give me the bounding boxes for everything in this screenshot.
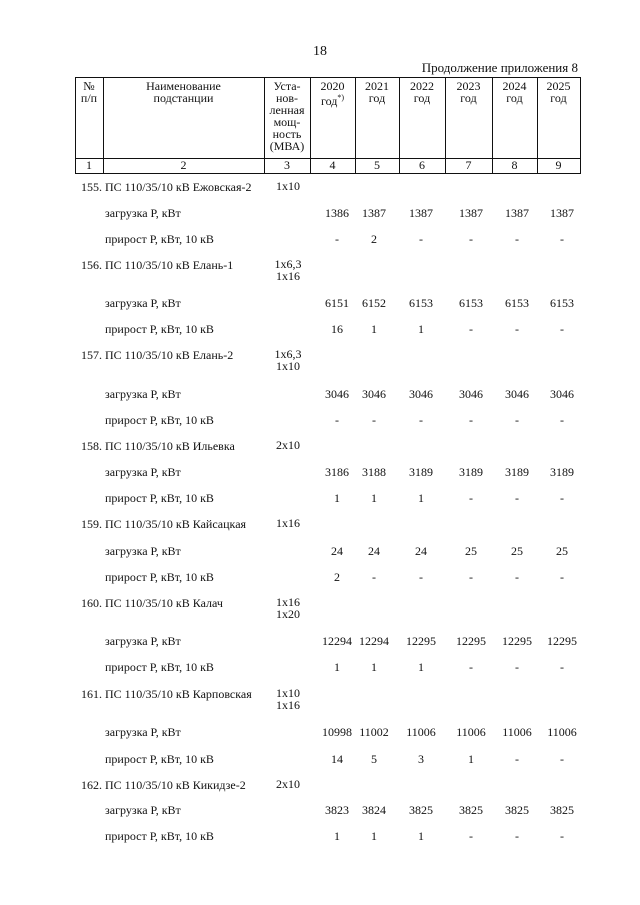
growth-value: 3	[418, 752, 424, 766]
load-label: загрузка Р, кВт	[105, 634, 181, 648]
load-row	[0, 634, 640, 648]
header-substation-name: Наименование подстанции	[146, 79, 221, 105]
load-label: загрузка Р, кВт	[105, 206, 181, 220]
growth-value: -	[560, 752, 564, 766]
header-no: № п/п	[80, 79, 98, 105]
load-row	[0, 387, 640, 401]
growth-value: 1	[418, 491, 424, 505]
growth-label: прирост Р, кВт, 10 кВ	[105, 829, 214, 843]
substation-name: ПС 110/35/10 кВ Кикидзе-2	[105, 778, 246, 792]
growth-value: 5	[371, 752, 377, 766]
growth-value: -	[469, 829, 473, 843]
growth-value: 1	[371, 660, 377, 674]
substation-row	[0, 257, 640, 283]
header-year-2020: 2020 год*)	[320, 79, 345, 108]
growth-value: -	[515, 829, 519, 843]
load-value: 25	[511, 544, 523, 558]
growth-row	[0, 829, 640, 843]
row-number: 162.	[81, 778, 102, 792]
growth-value: 1	[468, 752, 474, 766]
growth-value: -	[419, 570, 423, 584]
substation-name: ПС 110/35/10 кВ Ежовская-2	[105, 180, 252, 194]
substation-name: ПС 110/35/10 кВ Елань-2	[105, 348, 234, 362]
load-value: 6153	[459, 296, 483, 310]
table-header	[75, 77, 581, 174]
col-number: 6	[419, 158, 425, 172]
growth-label: прирост Р, кВт, 10 кВ	[105, 570, 214, 584]
load-value: 6152	[362, 296, 386, 310]
load-value: 3046	[459, 387, 483, 401]
row-number: 158.	[81, 439, 102, 453]
substation-row	[0, 778, 640, 792]
growth-value: 1	[371, 491, 377, 505]
growth-value: -	[560, 660, 564, 674]
growth-value: 1	[371, 322, 377, 336]
continuation-note: Продолжение приложения 8	[421, 60, 578, 75]
load-label: загрузка Р, кВт	[105, 296, 181, 310]
load-value: 6153	[505, 296, 529, 310]
load-value: 3824	[362, 803, 386, 817]
growth-value: -	[515, 491, 519, 505]
load-value: 12294	[359, 634, 389, 648]
substation-name: ПС 110/35/10 кВ Ильевка	[105, 439, 235, 453]
load-value: 25	[556, 544, 568, 558]
growth-value: -	[419, 232, 423, 246]
growth-value: -	[469, 660, 473, 674]
load-value: 1387	[409, 206, 433, 220]
page-number: 18	[313, 44, 327, 59]
growth-value: -	[515, 322, 519, 336]
growth-value: -	[560, 322, 564, 336]
row-number: 157.	[81, 348, 102, 362]
growth-value: -	[560, 570, 564, 584]
row-number: 159.	[81, 517, 102, 531]
substation-row	[0, 347, 640, 373]
growth-row	[0, 570, 640, 584]
load-value: 3046	[362, 387, 386, 401]
col-number: 3	[284, 158, 290, 172]
load-label: загрузка Р, кВт	[105, 544, 181, 558]
load-value: 1386	[325, 206, 349, 220]
load-value: 3189	[409, 465, 433, 479]
growth-value: 14	[331, 752, 343, 766]
load-value: 24	[368, 544, 380, 558]
header-year-2024: 2024 год	[502, 79, 527, 105]
growth-value: -	[335, 232, 339, 246]
load-value: 3046	[550, 387, 574, 401]
growth-row	[0, 413, 640, 427]
load-row	[0, 803, 640, 817]
growth-value: 1	[418, 660, 424, 674]
substation-row	[0, 180, 640, 194]
growth-label: прирост Р, кВт, 10 кВ	[105, 491, 214, 505]
growth-label: прирост Р, кВт, 10 кВ	[105, 752, 214, 766]
load-value: 11006	[547, 725, 577, 739]
load-value: 6153	[409, 296, 433, 310]
load-row	[0, 725, 640, 739]
capacity: 1х10 1х16	[276, 686, 300, 712]
substation-row	[0, 595, 640, 621]
substation-name: ПС 110/35/10 кВ Карповская	[105, 687, 252, 701]
header-top-rule	[75, 77, 581, 78]
col-number: 2	[180, 158, 187, 172]
growth-value: 2	[334, 570, 340, 584]
load-value: 10998	[322, 725, 352, 739]
load-value: 3825	[409, 803, 433, 817]
growth-value: -	[335, 413, 339, 427]
load-row	[0, 544, 640, 558]
load-label: загрузка Р, кВт	[105, 465, 181, 479]
load-value: 3825	[459, 803, 483, 817]
growth-row	[0, 491, 640, 505]
capacity: 1х6,3 1х10	[274, 347, 302, 373]
substation-row	[0, 517, 640, 531]
load-row	[0, 296, 640, 310]
load-value: 11006	[406, 725, 436, 739]
substation-row	[0, 686, 640, 712]
capacity: 2х10	[276, 438, 300, 452]
load-value: 3046	[505, 387, 529, 401]
load-value: 12295	[456, 634, 486, 648]
header-capacity: Уста- нов- ленная мощ- ность (МВА)	[269, 79, 305, 153]
load-value: 1387	[550, 206, 574, 220]
load-value: 3188	[362, 465, 386, 479]
growth-value: -	[515, 413, 519, 427]
load-value: 12295	[406, 634, 436, 648]
growth-value: -	[469, 413, 473, 427]
col-number: 8	[511, 158, 518, 172]
growth-row	[0, 752, 640, 766]
load-value: 1387	[505, 206, 529, 220]
load-value: 24	[331, 544, 343, 558]
load-value: 3825	[550, 803, 574, 817]
growth-value: -	[560, 413, 564, 427]
growth-label: прирост Р, кВт, 10 кВ	[105, 232, 214, 246]
load-value: 3823	[325, 803, 349, 817]
load-value: 3186	[325, 465, 349, 479]
col-number: 7	[465, 158, 472, 172]
substation-name: ПС 110/35/10 кВ Калач	[105, 596, 223, 610]
col-number: 1	[86, 158, 92, 172]
row-number: 161.	[81, 687, 102, 701]
col-number: 9	[555, 158, 562, 172]
row-number: 160.	[81, 596, 102, 610]
growth-value: -	[515, 752, 519, 766]
load-label: загрузка Р, кВт	[105, 387, 181, 401]
load-label: загрузка Р, кВт	[105, 725, 181, 739]
capacity: 1х16 1х20	[276, 595, 300, 621]
load-value: 3046	[325, 387, 349, 401]
load-value: 3825	[505, 803, 529, 817]
load-value: 3189	[459, 465, 483, 479]
load-value: 12294	[322, 634, 352, 648]
col-number: 4	[329, 158, 336, 172]
load-value: 3189	[550, 465, 574, 479]
growth-value: 16	[331, 322, 343, 336]
load-value: 11006	[502, 725, 532, 739]
capacity: 1х6,3 1х16	[274, 257, 302, 283]
growth-value: -	[515, 660, 519, 674]
growth-row	[0, 660, 640, 674]
growth-label: прирост Р, кВт, 10 кВ	[105, 322, 214, 336]
col-number: 5	[374, 158, 380, 172]
load-value: 1387	[459, 206, 483, 220]
load-value: 12295	[547, 634, 577, 648]
load-value: 25	[465, 544, 477, 558]
load-value: 11002	[359, 725, 389, 739]
capacity: 2х10	[276, 777, 300, 791]
load-value: 3046	[409, 387, 433, 401]
load-row	[0, 465, 640, 479]
row-number: 155.	[81, 180, 102, 194]
growth-value: 2	[371, 232, 377, 246]
load-row	[0, 206, 640, 220]
substation-row	[0, 439, 640, 453]
header-year-2022: 2022 год	[410, 79, 434, 105]
load-value: 1387	[362, 206, 386, 220]
load-value: 6151	[325, 296, 349, 310]
growth-label: прирост Р, кВт, 10 кВ	[105, 660, 214, 674]
growth-value: 1	[418, 829, 424, 843]
growth-value: -	[469, 491, 473, 505]
row-number: 156.	[81, 258, 102, 272]
col-border	[580, 77, 581, 174]
header-year-2021: 2021 год	[365, 79, 389, 105]
load-value: 12295	[502, 634, 532, 648]
header-year-2025: 2025 год	[546, 79, 571, 105]
header-bottom-rule	[75, 173, 581, 174]
growth-value: -	[469, 570, 473, 584]
growth-value: -	[560, 491, 564, 505]
capacity: 1х10	[276, 179, 300, 193]
load-value: 24	[415, 544, 427, 558]
growth-value: -	[560, 232, 564, 246]
growth-row	[0, 232, 640, 246]
growth-value: -	[469, 232, 473, 246]
substation-name: ПС 110/35/10 кВ Елань-1	[105, 258, 234, 272]
growth-value: -	[372, 413, 376, 427]
growth-value: -	[515, 232, 519, 246]
growth-value: 1	[371, 829, 377, 843]
load-value: 3189	[505, 465, 529, 479]
load-value: 6153	[550, 296, 574, 310]
growth-row	[0, 322, 640, 336]
substation-name: ПС 110/35/10 кВ Кайсацкая	[105, 517, 247, 531]
growth-label: прирост Р, кВт, 10 кВ	[105, 413, 214, 427]
growth-value: -	[372, 570, 376, 584]
growth-value: 1	[418, 322, 424, 336]
load-value: 11006	[456, 725, 486, 739]
growth-value: 1	[334, 660, 340, 674]
growth-value: 1	[334, 829, 340, 843]
load-label: загрузка Р, кВт	[105, 803, 181, 817]
growth-value: 1	[334, 491, 340, 505]
growth-value: -	[560, 829, 564, 843]
header-year-2023: 2023 год	[456, 79, 481, 105]
capacity: 1х16	[276, 516, 300, 530]
growth-value: -	[469, 322, 473, 336]
growth-value: -	[515, 570, 519, 584]
growth-value: -	[419, 413, 423, 427]
